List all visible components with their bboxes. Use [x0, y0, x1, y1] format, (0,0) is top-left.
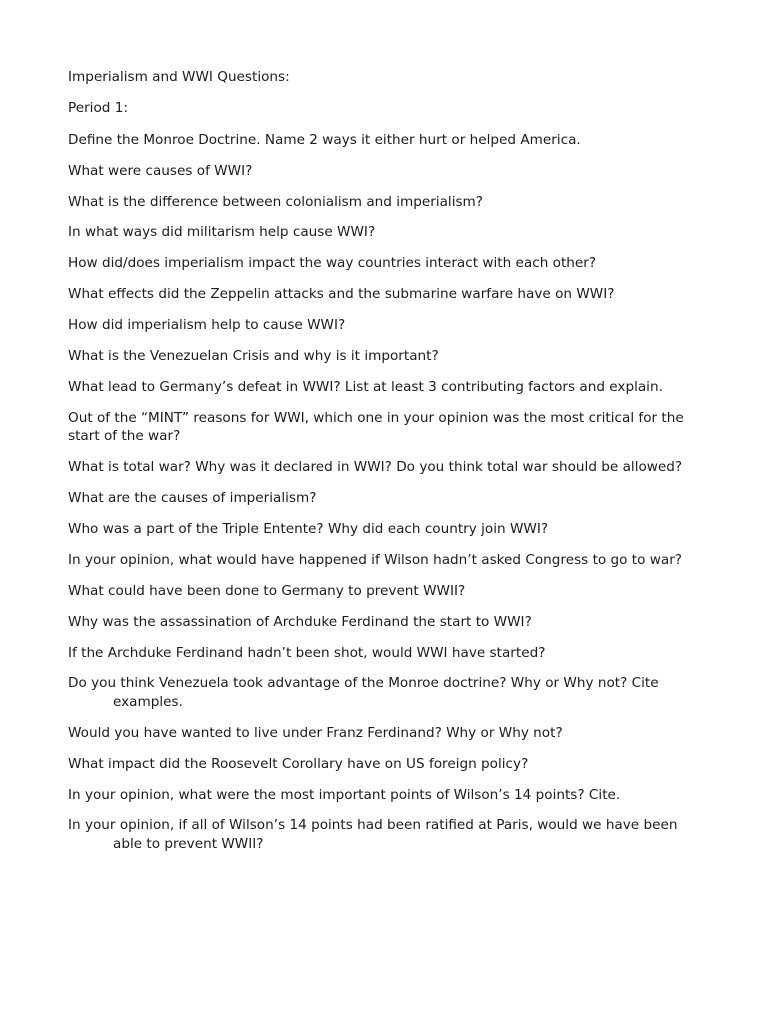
question-item: How did/does imperialism impact the way countries interact with each other? [68, 255, 597, 272]
period-label: Period 1: [68, 100, 128, 117]
question-item: Do you think Venezuela took advantage of the Monroe doctrine? Why or Why not? Cite examples. [68, 675, 659, 710]
question-item: In what ways did militarism help cause WWI? [68, 224, 376, 241]
question-item: What were causes of WWI? [68, 162, 253, 179]
question-item: What impact did the Roosevelt Corollary have on US foreign policy? [68, 755, 529, 772]
question-item: What are the causes of imperialism? [68, 490, 317, 507]
question-item: What could have been done to Germany to prevent WWII? [68, 582, 466, 599]
question-item: What effects did the Zeppelin attacks and the submarine warfare have on WWI? [68, 286, 615, 303]
question-item: How did imperialism help to cause WWI? [68, 317, 346, 334]
question-item: In your opinion, if all of Wilson’s 14 points had been ratified at Paris, would we have been able to prevent WWII? [68, 817, 678, 852]
question-item: What lead to Germany’s defeat in WWI? List at least 3 contributing factors and explain. [68, 378, 663, 395]
question-item: Out of the “MINT” reasons for WWI, which one in your opinion was the most critical for the start of the war? [68, 409, 684, 445]
question-item: In your opinion, what were the most important points of Wilson’s 14 points? Cite. [68, 786, 621, 803]
document-title: Imperialism and WWI Questions: [68, 69, 290, 85]
question-item: Define the Monroe Doctrine. Name 2 ways it either hurt or helped America. [68, 131, 581, 148]
question-item: In your opinion, what would have happened if Wilson hadn’t asked Congress to go to war? [68, 551, 683, 568]
question-item: Why was the assassination of Archduke Ferdinand the start to WWI? [68, 613, 532, 630]
question-item: What is the difference between colonialism and imperialism? [68, 193, 484, 210]
question-item: What is the Venezuelan Crisis and why is it important? [68, 348, 439, 365]
question-item: Who was a part of the Triple Entente? Why did each country join WWI? [68, 520, 549, 537]
question-item: Would you have wanted to live under Franz Ferdinand? Why or Why not? [68, 724, 563, 741]
question-item: What is total war? Why was it declared in WWI? Do you think total war should be allowed? [68, 459, 683, 476]
question-item: If the Archduke Ferdinand hadn’t been shot, would WWI have started? [68, 644, 546, 661]
